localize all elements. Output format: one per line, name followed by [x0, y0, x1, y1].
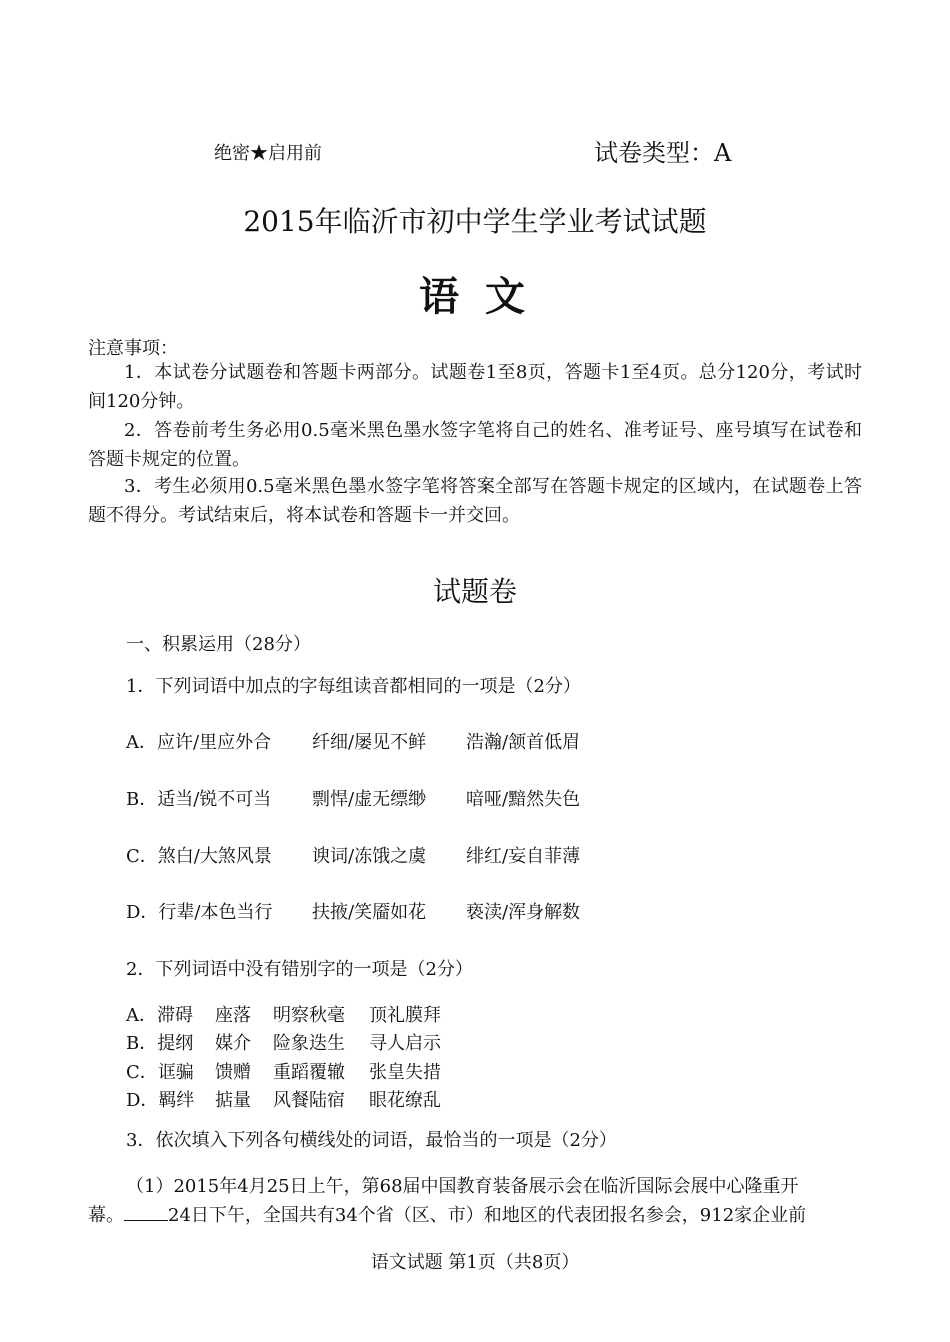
note-item: 2．答卷前考生务必用0.5毫米黑色墨水签字笔将自己的姓名、准考证号、座号填写在试卷和答题卡规定的位置。: [88, 420, 862, 470]
q1-option-d: D．行辈/本色当行 扶掖/笑靥如花 亵渎/浑身解数: [126, 902, 581, 923]
secret-mark: 绝密★启用前: [214, 143, 322, 164]
exam-title: 2015年临沂市初中学生学业考试试题: [243, 205, 707, 238]
note-item: 1．本试卷分试题卷和答题卡两部分。试题卷1至8页，答题卡1至4页。总分120分，考试时间120分钟。: [88, 362, 862, 412]
page-footer: 语文试题 第1页（共8页）: [370, 1252, 580, 1273]
part-heading: 一、积累运用（28分）: [126, 634, 311, 655]
notes-heading: 注意事项：: [88, 338, 178, 359]
question-1-stem: 1．下列词语中加点的字每组读音都相同的一项是（2分）: [126, 676, 581, 697]
q2-option-d: D．羁绊 掂量 风餐陆宿 眼花缭乱: [126, 1090, 441, 1111]
q3-paragraph-line-2: 幕。 24日下午，全国共有34个省（区、市）和地区的代表团报名参会，912家企业前: [88, 1205, 807, 1226]
subject-title: 语 文: [419, 274, 531, 320]
section-title: 试题卷: [432, 575, 517, 608]
q1-option-b: B．适当/锐不可当 剽悍/虚无缥缈 喑哑/黯然失色: [126, 789, 581, 810]
q1-option-c: C．煞白/大煞风景 谀词/冻饿之虞 绯红/妄自菲薄: [126, 846, 581, 867]
note-item: 3．考生必须用0.5毫米黑色墨水签字笔将答案全部写在答题卡规定的区域内，在试题卷上答题不得分。考试结束后，将本试卷和答题卡一并交回。: [88, 476, 862, 526]
q1-option-a: A．应许/里应外合 纤细/屡见不鲜 浩瀚/颔首低眉: [126, 732, 581, 753]
question-2-stem: 2．下列词语中没有错别字的一项是（2分）: [126, 959, 473, 980]
fill-blank: [124, 1204, 168, 1221]
paper-type: 试卷类型：A: [594, 139, 732, 167]
q2-option-c: C．诓骗 馈赠 重蹈覆辙 张皇失措: [126, 1062, 441, 1083]
question-3-stem: 3．依次填入下列各句横线处的词语，最恰当的一项是（2分）: [126, 1130, 617, 1151]
q3-paragraph-line-1: （1）2015年4月25日上午，第68届中国教育装备展示会在临沂国际会展中心隆重开: [126, 1176, 799, 1197]
q2-option-a: A．滞碍 座落 明察秋毫 顶礼膜拜: [126, 1005, 441, 1026]
q2-option-b: B．提纲 媒介 险象迭生 寻人启示: [126, 1033, 441, 1054]
